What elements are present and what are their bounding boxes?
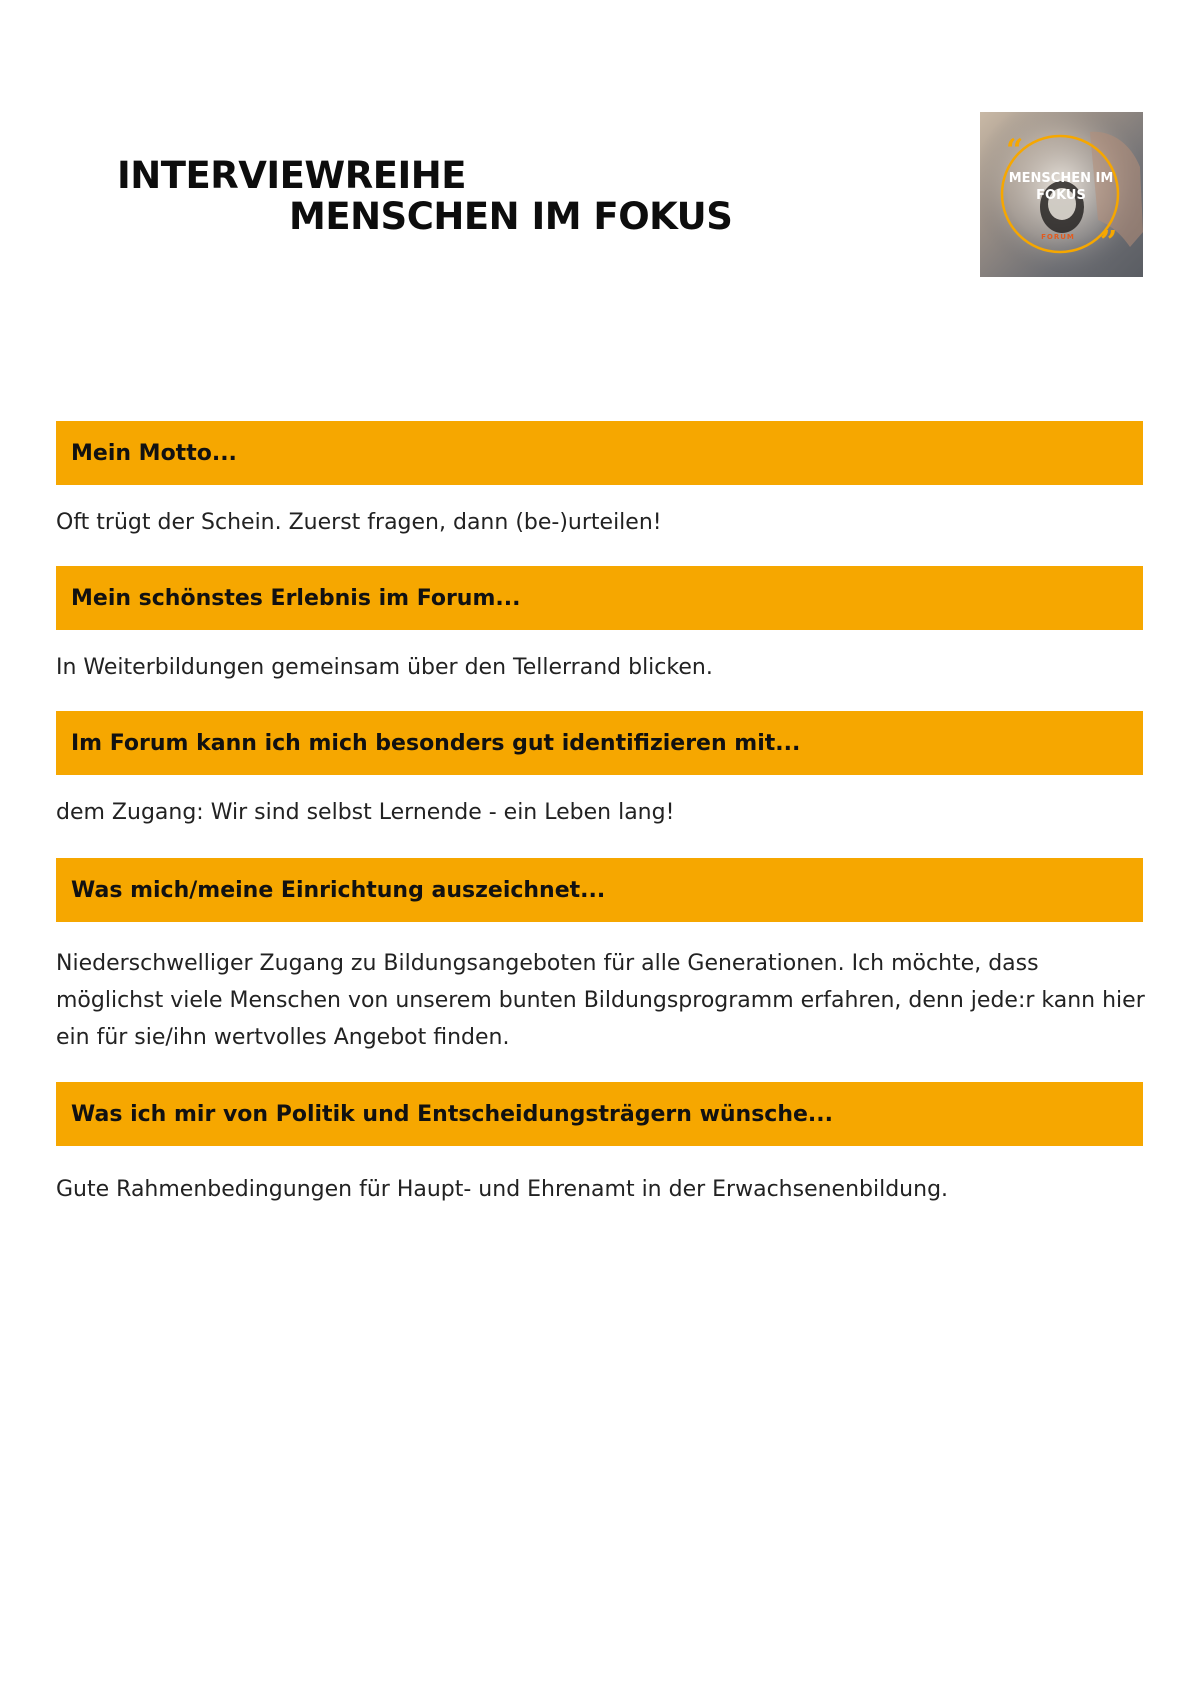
page-title-line-1: INTERVIEWREIHE	[117, 154, 466, 197]
quote-open-icon: “	[1006, 133, 1024, 168]
section-header-erlebnis	[56, 566, 1143, 630]
section-header-identifizieren	[56, 711, 1143, 775]
section-answer-politik: Gute Rahmenbedingungen für Haupt- und Ehrenamt in der Erwachsenenbildung.	[56, 1177, 949, 1202]
section-question: Mein schönstes Erlebnis im Forum...	[71, 585, 521, 611]
logo-graphic	[980, 112, 1143, 277]
logo-brand: FORUM	[1041, 233, 1075, 241]
logo-text-line-2: FOKUS	[1036, 188, 1086, 203]
quote-close-icon: ”	[1100, 225, 1118, 260]
menschen-im-fokus-logo	[980, 112, 1143, 277]
section-header-auszeichnet	[56, 858, 1143, 922]
logo-text-line-1: MENSCHEN IM	[1008, 171, 1114, 186]
section-answer-erlebnis: In Weiterbildungen gemeinsam über den Tellerrand blicken.	[56, 655, 713, 680]
section-question: Im Forum kann ich mich besonders gut identifizieren mit...	[71, 730, 801, 756]
section-question: Was ich mir von Politik und Entscheidungsträgern wünsche...	[71, 1101, 834, 1127]
section-question: Mein Motto...	[71, 440, 237, 466]
section-header-motto	[56, 421, 1143, 485]
section-header-politik	[56, 1082, 1143, 1146]
section-answer-motto: Oft trügt der Schein. Zuerst fragen, dann (be-)urteilen!	[56, 510, 662, 535]
section-question: Was mich/meine Einrichtung auszeichnet...	[71, 877, 606, 903]
section-answer-identifizieren: dem Zugang: Wir sind selbst Lernende - ein Leben lang!	[56, 800, 675, 825]
page-title-line-2: MENSCHEN IM FOKUS	[289, 195, 733, 238]
section-answer-auszeichnet: Niederschwelliger Zugang zu Bildungsangeboten für alle Generationen. Ich möchte, dass möglichst viele Menschen von unserem bunten Bildungsprogramm erfahren, denn jede:r kann hier ein für sie/ihn wertvolles Angebot finden.	[56, 951, 1145, 1050]
